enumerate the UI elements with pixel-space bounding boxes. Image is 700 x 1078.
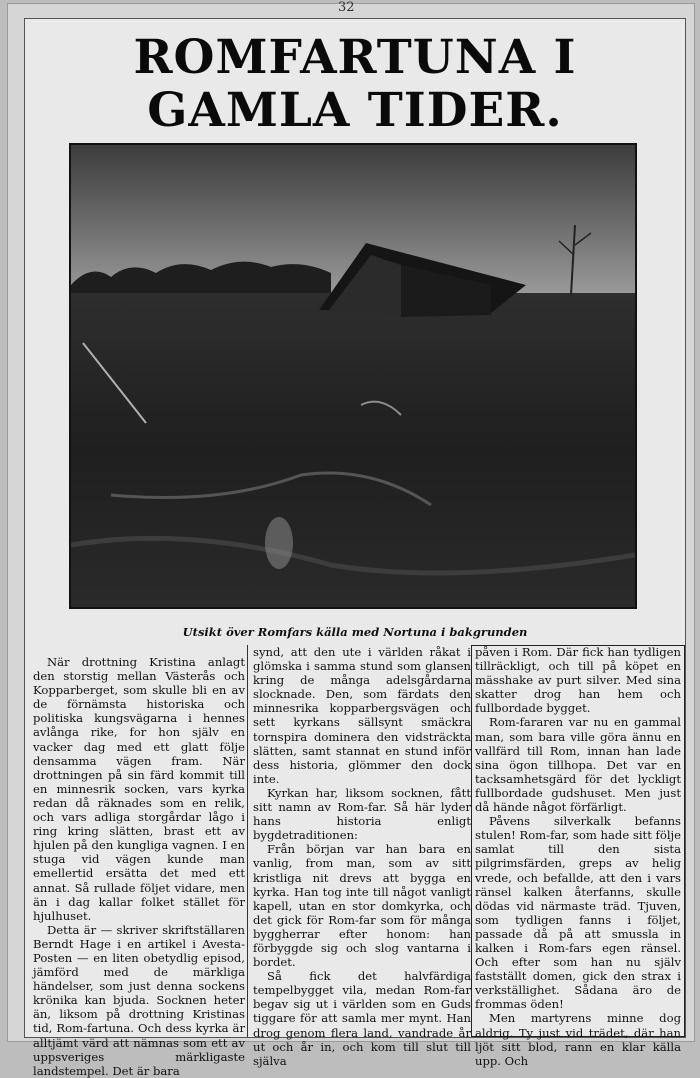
spring-water [265,517,293,569]
field [71,293,635,607]
paragraph: När drottning Kristina anlagt den storstig mellan Västerås och Kopparberget, som skulle bli en av de förnämsta historiska och politiska kungsvägarna i hennes avlånga rike, for hon själv en vacker dag med ett glatt följe densamma vägen fram. När drottningen på sin färd kommit till en minnesrik socken, vars kyrka redan då räknades som en relik, och vars adliga storgårdar lågo i ring kring slätten, brast ett av hjulen på den kungliga vagnen. I en stuga vid vägen kunde man emellertid ersätta det med ett annat. Så rullade följet vidare, men än i dag kallar folket stället för hjulhuset. [33,655,245,923]
newspaper-clipping [24,18,686,1078]
paragraph: Kyrkan har, liksom socknen, fått sitt namn av Rom-far. Så här lyder hans historia enligt bygdetraditionen: [253,785,471,843]
paragraph: Från början var han bara en vanlig, from man, som av sitt kristliga nit drevs att bygga en kyrka. Han tog inte till något vanligt kapell, utan en stor domkyrka, och det gick för Rom-far som för många byggherrar efter honom: han förbyggde sig och slog vantarna i bordet. [253,842,471,970]
paragraph: påven i Rom. Där fick han tydligen tillräckligt, och till på köpet en mässhake av purt silver. Med sina skatter drog han hem och fullbordade bygget. [475,645,681,716]
paragraph: Rom-fararen var nu en gammal man, som bara ville göra ännu en vallfärd till Rom, innan han lade sina ögon tillhopa. Det var en tacksamhetsgärd för det lyckligt fullbordade gudshuset. Men just då hände något förfärligt. [475,715,681,815]
paragraph: Detta är — skriver skriftställaren Berndt Hage i en artikel i Avesta-Posten — en liten obetydlig episod, jämförd med de märkliga händelser, som just denna sockens krönika kan bjuda. Socknen heter än, liksom på drottning Kristinas tid, Rom-fartuna. Och dess kyrka är alltjämt värd att nämnas som ett av uppsveriges märkligaste landstempel. Det är bara [33,922,245,1078]
column-divider [247,645,248,1037]
article-title-text: ROMFARTUNA I GAMLA TIDER. [133,30,577,138]
paragraph: Så fick det halvfärdiga tempelbygget vila, medan Rom-far begav sig ut i världen som en Guds tiggare för att samla mer mynt. Han drog genom flera land, vandrade år ut och år in, och kom till slut till själva [253,969,471,1068]
text-column-2 [253,645,471,1068]
scrapbook-page [7,0,695,1078]
text-column-3 [475,645,681,1068]
landscape-photo [71,145,635,607]
photo-caption: Utsikt över Romfars källa med Nortuna i bakgrunden [182,625,528,639]
page-number: 32 [338,0,355,15]
article-photo [69,143,637,609]
paragraph: synd, att den ute i världen råkat i glömska i samma stund som glansen kring de många adelsgårdarna slocknade. Den, som färdats den minnesrika kopparbergsvägen och sett kyrkans sällsynt smäckra tornspira dominera den vidsträckta slätten, samt stannat en stund inför dess historia, glömmer den dock inte. [253,645,471,786]
text-column-1 [33,655,245,1078]
article-title [25,31,685,137]
paragraph: Men martyrens minne dog aldrig. Ty just vid trädet, där han ljöt sitt blod, rann en klar källa upp. Och [475,1011,681,1068]
paragraph: Påvens silverkalk befanns stulen! Rom-far, som hade sitt följe samlat till den sista pilgrimsfärden, greps av helig vrede, och befallde, att den i vars ränsel kalken återfanns, skulle dödas vid närmaste träd. Tjuven, som tydligen fanns i följet, passade då på att smussla in kalken i Rom-fars egen ränsel. Och efter som han nu själv fastställt domen, gick den strax i verkställighet. Sådana äro de frommas öden! [475,814,681,1012]
